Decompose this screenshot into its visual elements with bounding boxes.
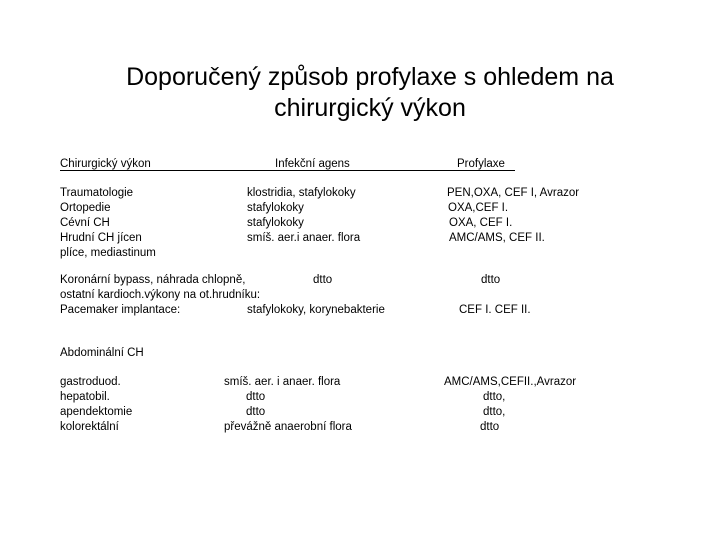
slide-title: [40, 62, 700, 124]
prophylaxis-cell: AMC/AMS, CEF II.: [449, 232, 545, 244]
agent-cell: dtto: [313, 274, 333, 286]
agent-cell: dtto: [246, 406, 266, 418]
procedure-cell: Koronární bypass, náhrada chlopně,: [60, 274, 246, 286]
prophylaxis-cell: dtto,: [483, 391, 506, 403]
procedure-cell: kolorektální: [60, 421, 119, 433]
agent-cell: dtto: [246, 391, 266, 403]
prophylaxis-cell: dtto: [480, 421, 500, 433]
agent-cell: stafylokoky, korynebakterie: [247, 304, 385, 316]
procedure-cell: gastroduod.: [60, 376, 121, 388]
prophylaxis-cell: PEN,OXA, CEF I, Avrazor: [447, 187, 580, 199]
slide-title-line2: chirurgický výkon: [274, 94, 466, 122]
agent-cell: smíš. aer.i anaer. flora: [247, 232, 361, 244]
agent-cell: stafylokoky: [247, 217, 304, 229]
agent-cell: smíš. aer. i anaer. flora: [224, 376, 341, 388]
procedure-cell: Hrudní CH jícen: [60, 232, 142, 244]
procedure-cell: Pacemaker implantace:: [60, 304, 181, 316]
prophylaxis-cell: OXA, CEF I.: [449, 217, 513, 229]
column-header-prophylaxis: Profylaxe: [457, 158, 505, 170]
header-underline: [60, 170, 515, 171]
section-heading: Abdominální CH: [60, 347, 144, 359]
procedure-cell: Traumatologie: [60, 187, 134, 199]
procedure-cell: plíce, mediastinum: [60, 247, 156, 259]
prophylaxis-cell: CEF I. CEF II.: [459, 304, 531, 316]
procedure-cell: Ortopedie: [60, 202, 111, 214]
procedure-cell: hepatobil.: [60, 391, 110, 403]
procedure-cell: ostatní kardioch.výkony na ot.hrudníku:: [60, 289, 261, 301]
prophylaxis-cell: dtto: [481, 274, 501, 286]
prophylaxis-cell: dtto,: [483, 406, 506, 418]
column-header-agent: Infekční agens: [275, 158, 350, 170]
agent-cell: stafylokoky: [247, 202, 304, 214]
procedure-cell: apendektomie: [60, 406, 133, 418]
slide-title-line1: Doporučený způsob profylaxe s ohledem na: [126, 63, 614, 91]
agent-cell: klostridia, stafylokoky: [247, 187, 356, 199]
column-header-procedure: Chirurgický výkon: [60, 158, 151, 170]
prophylaxis-cell: AMC/AMS,CEFII.,Avrazor: [444, 376, 577, 388]
agent-cell: převážně anaerobní flora: [224, 421, 352, 433]
prophylaxis-cell: OXA,CEF I.: [448, 202, 509, 214]
procedure-cell: Cévní CH: [60, 217, 110, 229]
